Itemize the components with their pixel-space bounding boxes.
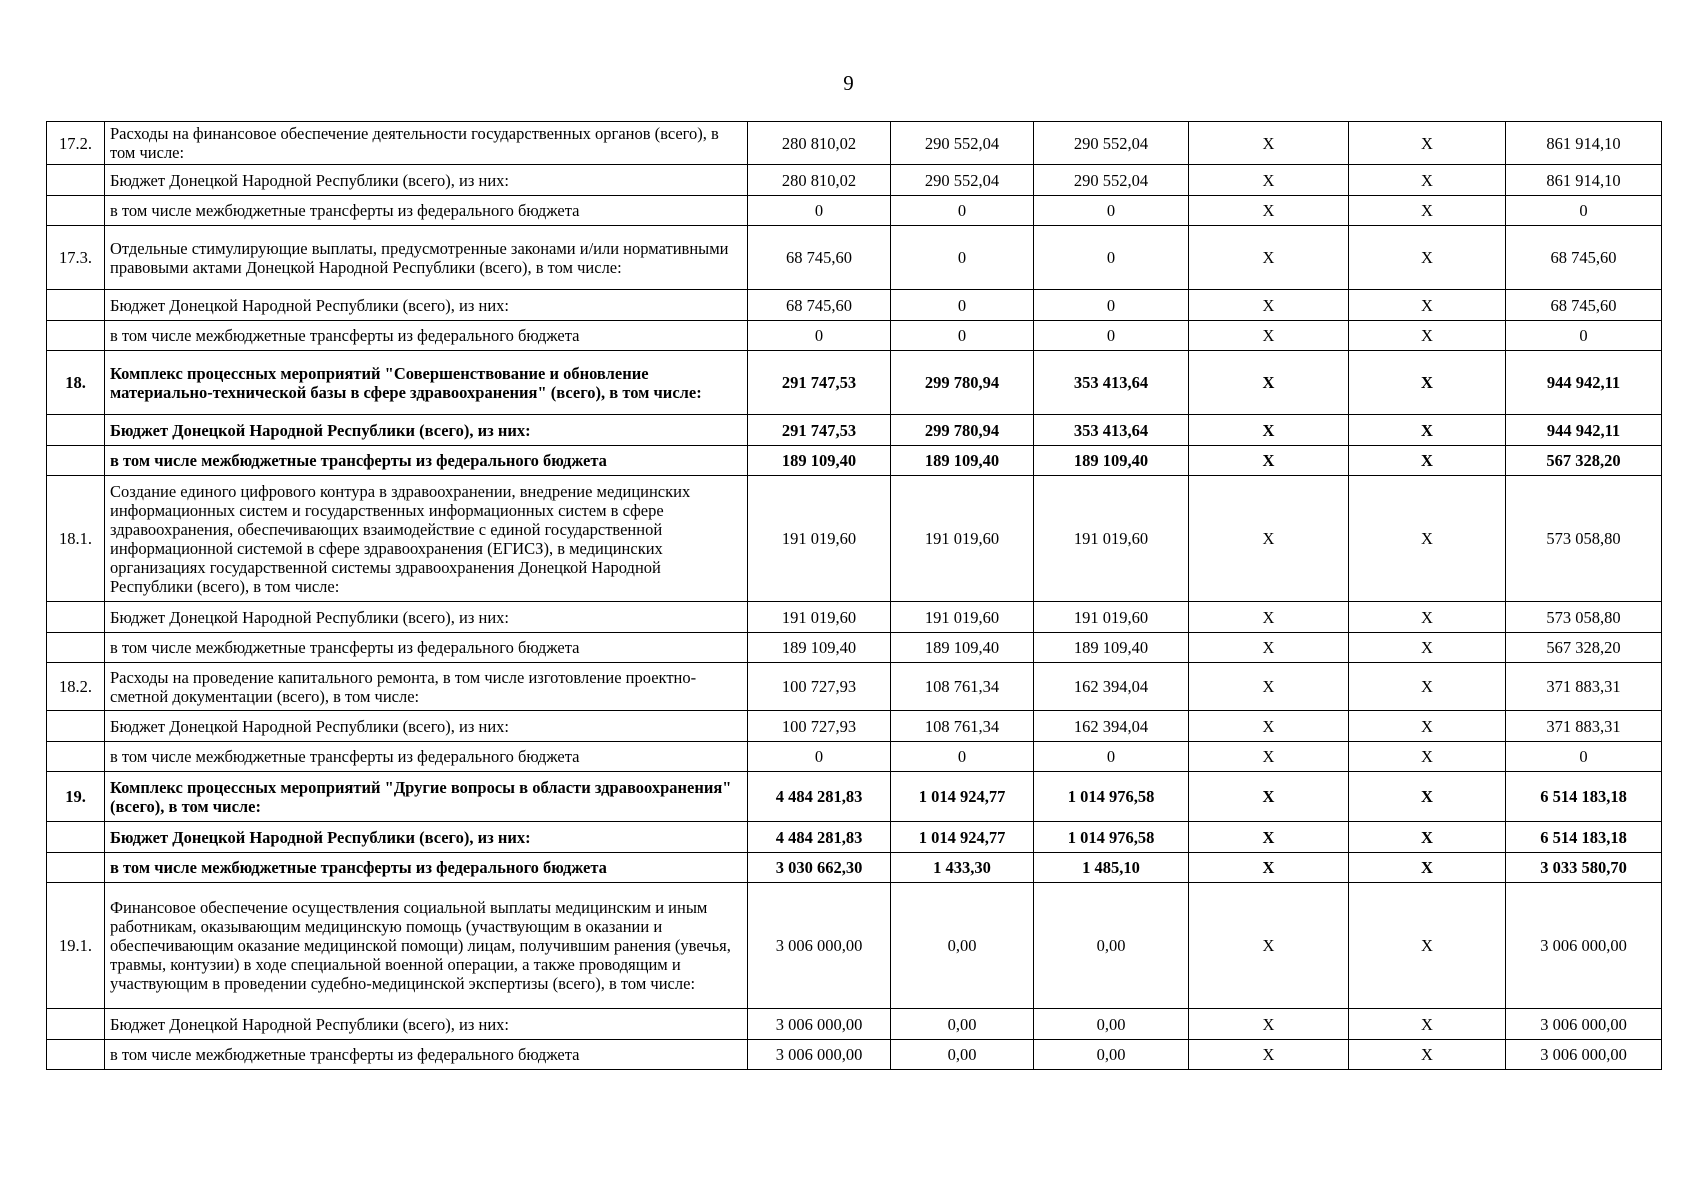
value-col-5: X	[1349, 663, 1506, 711]
value-col-4: X	[1189, 351, 1349, 415]
value-col-3: 1 014 976,58	[1034, 822, 1189, 853]
value-total: 0	[1506, 196, 1662, 226]
value-total: 567 328,20	[1506, 446, 1662, 476]
row-number	[47, 1040, 105, 1070]
value-col-1: 100 727,93	[748, 663, 891, 711]
row-number	[47, 321, 105, 351]
value-col-3: 1 014 976,58	[1034, 772, 1189, 822]
row-description: Расходы на финансовое обеспечение деятельности государственных органов (всего), в том числе:	[105, 122, 748, 165]
row-number	[47, 711, 105, 742]
value-col-3: 353 413,64	[1034, 351, 1189, 415]
value-col-2: 189 109,40	[891, 633, 1034, 663]
value-col-5: X	[1349, 446, 1506, 476]
row-number	[47, 196, 105, 226]
table-row	[47, 476, 1662, 602]
row-description: Комплекс процессных мероприятий "Другие вопросы в области здравоохранения" (всего), в том числе:	[105, 772, 748, 822]
row-description: в том числе межбюджетные трансферты из федерального бюджета	[105, 853, 748, 883]
row-description: в том числе межбюджетные трансферты из федерального бюджета	[105, 446, 748, 476]
value-total: 567 328,20	[1506, 633, 1662, 663]
row-description: Финансовое обеспечение осуществления социальной выплаты медицинским и иным работникам, оказывающим медицинскую помощь (участвующим в оказании и обеспечивающим оказание медицинской помощи) лицам, получившим ранения (увечья, травмы, контузии) в ходе специальной военной операции, а также проводящим и участвующим в проведении судебно-медицинской экспертизы (всего), в том числе:	[105, 883, 748, 1009]
table-row	[47, 196, 1662, 226]
row-number: 19.1.	[47, 883, 105, 1009]
value-col-5: X	[1349, 1009, 1506, 1040]
value-col-5: X	[1349, 602, 1506, 633]
row-description: в том числе межбюджетные трансферты из федерального бюджета	[105, 742, 748, 772]
value-col-3: 290 552,04	[1034, 122, 1189, 165]
row-description: Бюджет Донецкой Народной Республики (всего), из них:	[105, 165, 748, 196]
table-row	[47, 1040, 1662, 1070]
value-col-2: 108 761,34	[891, 663, 1034, 711]
row-description: в том числе межбюджетные трансферты из федерального бюджета	[105, 196, 748, 226]
value-col-4: X	[1189, 742, 1349, 772]
row-description: Бюджет Донецкой Народной Республики (всего), из них:	[105, 602, 748, 633]
value-total: 3 006 000,00	[1506, 1009, 1662, 1040]
value-col-1: 0	[748, 321, 891, 351]
row-description: Бюджет Донецкой Народной Республики (всего), из них:	[105, 290, 748, 321]
value-col-5: X	[1349, 165, 1506, 196]
value-col-2: 299 780,94	[891, 415, 1034, 446]
row-description: Расходы на проведение капитального ремонта, в том числе изготовление проектно-сметной документации (всего), в том числе:	[105, 663, 748, 711]
value-total: 861 914,10	[1506, 165, 1662, 196]
row-description: в том числе межбюджетные трансферты из федерального бюджета	[105, 321, 748, 351]
value-col-4: X	[1189, 822, 1349, 853]
row-number: 18.2.	[47, 663, 105, 711]
value-col-2: 191 019,60	[891, 602, 1034, 633]
row-number: 18.1.	[47, 476, 105, 602]
value-col-2: 0	[891, 290, 1034, 321]
value-col-5: X	[1349, 122, 1506, 165]
value-total: 3 033 580,70	[1506, 853, 1662, 883]
value-col-1: 68 745,60	[748, 226, 891, 290]
value-total: 0	[1506, 321, 1662, 351]
value-total: 944 942,11	[1506, 351, 1662, 415]
table-row	[47, 772, 1662, 822]
table-row	[47, 633, 1662, 663]
row-description: Отдельные стимулирующие выплаты, предусмотренные законами и/или нормативными правовыми актами Донецкой Народной Республики (всего), в том числе:	[105, 226, 748, 290]
value-col-3: 189 109,40	[1034, 633, 1189, 663]
value-col-4: X	[1189, 446, 1349, 476]
value-col-2: 0	[891, 321, 1034, 351]
value-col-1: 0	[748, 742, 891, 772]
value-col-1: 291 747,53	[748, 351, 891, 415]
value-col-4: X	[1189, 415, 1349, 446]
value-col-2: 0,00	[891, 1040, 1034, 1070]
table-row	[47, 321, 1662, 351]
value-col-4: X	[1189, 165, 1349, 196]
row-number: 17.3.	[47, 226, 105, 290]
value-col-4: X	[1189, 321, 1349, 351]
value-col-2: 0,00	[891, 1009, 1034, 1040]
value-total: 68 745,60	[1506, 290, 1662, 321]
table-row	[47, 351, 1662, 415]
value-col-2: 0	[891, 226, 1034, 290]
value-col-1: 189 109,40	[748, 633, 891, 663]
value-col-5: X	[1349, 226, 1506, 290]
value-col-2: 189 109,40	[891, 446, 1034, 476]
row-number	[47, 742, 105, 772]
row-number	[47, 290, 105, 321]
row-description: Создание единого цифрового контура в здравоохранении, внедрение медицинских информационных систем и государственных информационных систем в сфере здравоохранения, обеспечивающих взаимодействие с единой государственной информационной системой в сфере здравоохранения (ЕГИСЗ), в медицинских организациях государственной системы здравоохранения Донецкой Народной Республики (всего), в том числе:	[105, 476, 748, 602]
table-row	[47, 711, 1662, 742]
value-col-5: X	[1349, 415, 1506, 446]
value-total: 68 745,60	[1506, 226, 1662, 290]
value-col-4: X	[1189, 122, 1349, 165]
row-description: в том числе межбюджетные трансферты из федерального бюджета	[105, 633, 748, 663]
value-col-4: X	[1189, 226, 1349, 290]
value-col-4: X	[1189, 290, 1349, 321]
table-row	[47, 446, 1662, 476]
table-row	[47, 822, 1662, 853]
value-col-5: X	[1349, 196, 1506, 226]
row-number: 17.2.	[47, 122, 105, 165]
row-description: Бюджет Донецкой Народной Республики (всего), из них:	[105, 415, 748, 446]
value-col-5: X	[1349, 883, 1506, 1009]
value-col-3: 162 394,04	[1034, 711, 1189, 742]
value-col-1: 3 006 000,00	[748, 1040, 891, 1070]
value-total: 573 058,80	[1506, 602, 1662, 633]
value-col-5: X	[1349, 772, 1506, 822]
row-description: Бюджет Донецкой Народной Республики (всего), из них:	[105, 711, 748, 742]
value-col-4: X	[1189, 663, 1349, 711]
value-total: 6 514 183,18	[1506, 772, 1662, 822]
value-col-3: 0,00	[1034, 1009, 1189, 1040]
value-col-5: X	[1349, 290, 1506, 321]
row-number: 18.	[47, 351, 105, 415]
table-row	[47, 290, 1662, 321]
row-description: Комплекс процессных мероприятий "Совершенствование и обновление материально-технической базы в сфере здравоохранения" (всего), в том числе:	[105, 351, 748, 415]
value-col-3: 0	[1034, 742, 1189, 772]
value-col-5: X	[1349, 633, 1506, 663]
table-body	[47, 122, 1662, 1070]
value-col-1: 3 006 000,00	[748, 1009, 891, 1040]
value-col-3: 0,00	[1034, 883, 1189, 1009]
value-col-4: X	[1189, 476, 1349, 602]
value-col-4: X	[1189, 711, 1349, 742]
value-col-3: 0,00	[1034, 1040, 1189, 1070]
row-number	[47, 446, 105, 476]
page-number: 9	[843, 71, 854, 95]
row-number	[47, 822, 105, 853]
value-col-2: 108 761,34	[891, 711, 1034, 742]
table-row	[47, 165, 1662, 196]
value-col-2: 0	[891, 196, 1034, 226]
value-col-2: 290 552,04	[891, 122, 1034, 165]
row-number	[47, 1009, 105, 1040]
value-col-1: 280 810,02	[748, 122, 891, 165]
value-col-1: 3 030 662,30	[748, 853, 891, 883]
value-total: 6 514 183,18	[1506, 822, 1662, 853]
value-col-3: 0	[1034, 226, 1189, 290]
value-col-3: 353 413,64	[1034, 415, 1189, 446]
value-total: 0	[1506, 742, 1662, 772]
value-col-1: 3 006 000,00	[748, 883, 891, 1009]
row-number	[47, 853, 105, 883]
value-col-4: X	[1189, 602, 1349, 633]
value-total: 944 942,11	[1506, 415, 1662, 446]
value-col-4: X	[1189, 196, 1349, 226]
value-col-2: 299 780,94	[891, 351, 1034, 415]
value-col-4: X	[1189, 883, 1349, 1009]
table-row	[47, 602, 1662, 633]
value-col-3: 0	[1034, 196, 1189, 226]
value-total: 3 006 000,00	[1506, 883, 1662, 1009]
value-col-2: 1 014 924,77	[891, 822, 1034, 853]
value-col-3: 290 552,04	[1034, 165, 1189, 196]
value-col-1: 189 109,40	[748, 446, 891, 476]
value-col-1: 191 019,60	[748, 476, 891, 602]
value-col-5: X	[1349, 1040, 1506, 1070]
row-number: 19.	[47, 772, 105, 822]
value-col-1: 68 745,60	[748, 290, 891, 321]
value-col-1: 280 810,02	[748, 165, 891, 196]
value-col-1: 4 484 281,83	[748, 772, 891, 822]
table-row	[47, 122, 1662, 165]
value-col-5: X	[1349, 351, 1506, 415]
value-total: 371 883,31	[1506, 663, 1662, 711]
value-total: 3 006 000,00	[1506, 1040, 1662, 1070]
table-row	[47, 742, 1662, 772]
value-col-1: 0	[748, 196, 891, 226]
value-col-3: 1 485,10	[1034, 853, 1189, 883]
value-col-5: X	[1349, 822, 1506, 853]
value-col-4: X	[1189, 772, 1349, 822]
value-col-4: X	[1189, 1009, 1349, 1040]
value-col-5: X	[1349, 711, 1506, 742]
value-col-5: X	[1349, 742, 1506, 772]
table-row	[47, 663, 1662, 711]
value-col-2: 0	[891, 742, 1034, 772]
value-col-4: X	[1189, 1040, 1349, 1070]
row-number	[47, 165, 105, 196]
value-col-1: 191 019,60	[748, 602, 891, 633]
value-col-2: 191 019,60	[891, 476, 1034, 602]
value-col-3: 191 019,60	[1034, 476, 1189, 602]
value-col-3: 162 394,04	[1034, 663, 1189, 711]
row-number	[47, 602, 105, 633]
value-col-3: 189 109,40	[1034, 446, 1189, 476]
budget-table	[46, 121, 1662, 1070]
value-total: 573 058,80	[1506, 476, 1662, 602]
value-col-5: X	[1349, 476, 1506, 602]
value-col-5: X	[1349, 853, 1506, 883]
value-col-3: 0	[1034, 321, 1189, 351]
value-col-3: 0	[1034, 290, 1189, 321]
value-col-1: 100 727,93	[748, 711, 891, 742]
row-number	[47, 633, 105, 663]
value-col-2: 290 552,04	[891, 165, 1034, 196]
table-row	[47, 226, 1662, 290]
value-col-2: 0,00	[891, 883, 1034, 1009]
value-col-3: 191 019,60	[1034, 602, 1189, 633]
value-col-2: 1 014 924,77	[891, 772, 1034, 822]
row-number	[47, 415, 105, 446]
value-col-2: 1 433,30	[891, 853, 1034, 883]
row-description: Бюджет Донецкой Народной Республики (всего), из них:	[105, 1009, 748, 1040]
table-row	[47, 415, 1662, 446]
value-total: 861 914,10	[1506, 122, 1662, 165]
table-row	[47, 853, 1662, 883]
value-col-4: X	[1189, 633, 1349, 663]
table-row	[47, 883, 1662, 1009]
value-col-1: 4 484 281,83	[748, 822, 891, 853]
row-description: в том числе межбюджетные трансферты из федерального бюджета	[105, 1040, 748, 1070]
table-row	[47, 1009, 1662, 1040]
value-col-5: X	[1349, 321, 1506, 351]
row-description: Бюджет Донецкой Народной Республики (всего), из них:	[105, 822, 748, 853]
value-col-4: X	[1189, 853, 1349, 883]
value-total: 371 883,31	[1506, 711, 1662, 742]
value-col-1: 291 747,53	[748, 415, 891, 446]
